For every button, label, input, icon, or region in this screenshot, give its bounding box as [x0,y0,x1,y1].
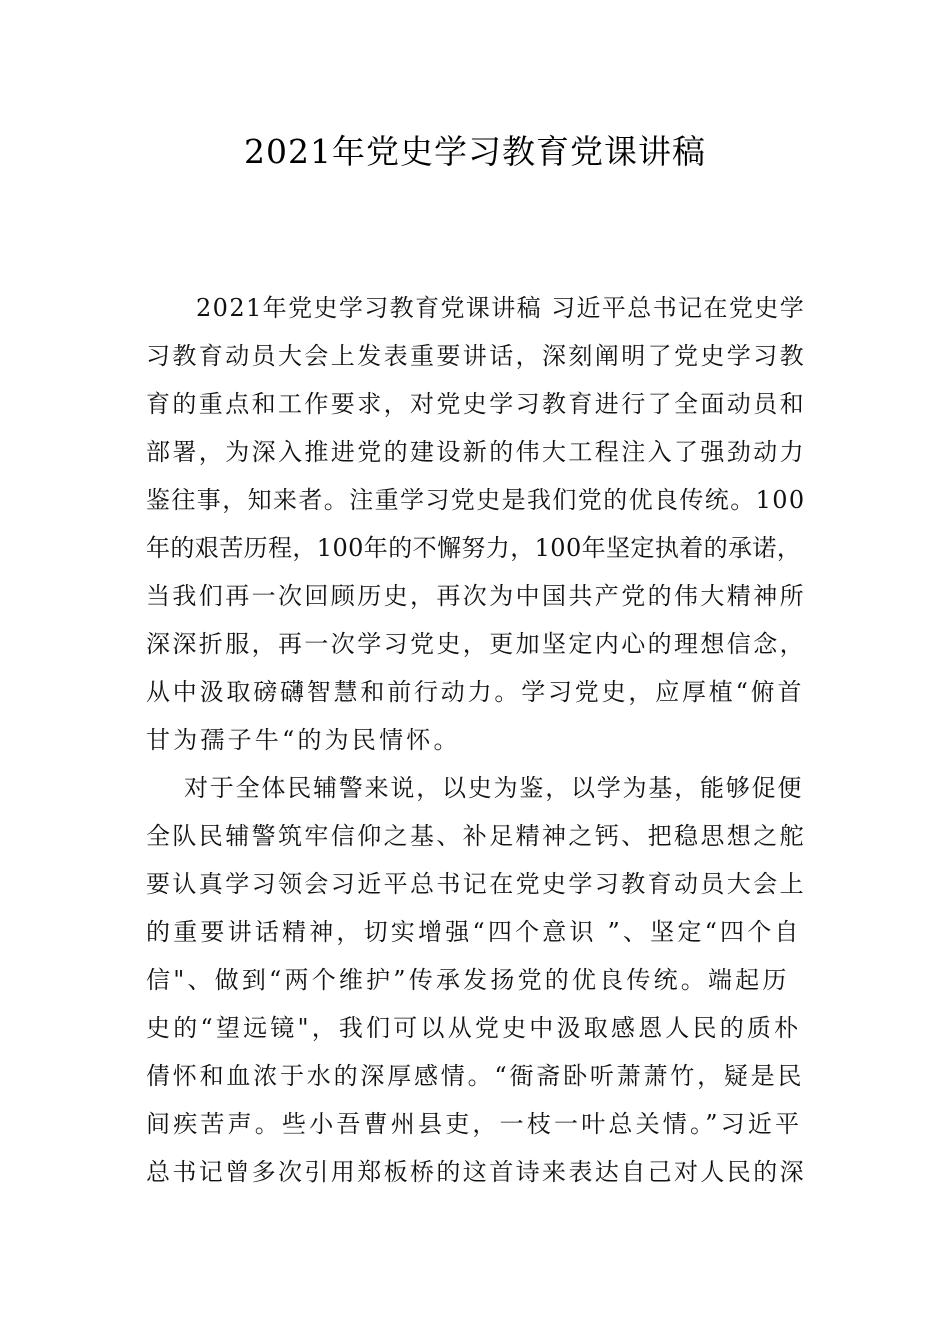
document-body [146,284,806,1196]
text-line: 育的重点和工作要求，对党史学习教育进行了全面动员和 [146,390,806,418]
text-line: 从中汲取磅礴智慧和前行动力。学习党史，应厚植“俯首 [146,678,805,706]
text-line: 鉴往事，知来者。注重学习党史是我们党的优良传统。100 [146,486,806,514]
text-line: 信"、做到“两个维护”传承发扬党的优良传统。端起历 [146,966,790,994]
text-line: 部署，为深入推进党的建设新的伟大工程注入了强劲动力 [146,438,806,466]
text-line: 当我们再一次回顾历史，再次为中国共产党的伟大精神所 [146,582,806,610]
text-line: 对于全体民辅警来说，以史为鉴，以学为基，能够促便 [184,774,804,802]
text-line: 总书记曾多次引用郑板桥的这首诗来表达自己对人民的深 [146,1158,806,1186]
document-title: 2021年党史学习教育党课讲稿 [244,132,706,171]
text-line: 全队民辅警筑牢信仰之基、补足精神之钙、把稳思想之舵 [146,822,806,850]
text-line: 习教育动员大会上发表重要讲话，深刻阐明了党史学习教 [146,342,806,370]
text-line: 间疾苦声。些小吾曹州县吏，一枝一叶总关情。”习近平 [146,1110,803,1138]
text-line: 深深折服，再一次学习党史，更加坚定内心的理想信念， [146,630,806,658]
text-line: 要认真学习领会习近平总书记在党史学习教育动员大会上 [146,870,806,898]
text-line: 2021年党史学习教育党课讲稿 习近平总书记在党史学 [196,294,806,322]
text-line: 史的“望远镜"，我们可以从党史中汲取感恩人民的质朴 [146,1014,802,1042]
text-line: 的重要讲话精神，切实增强“四个意识 ”、坚定“四个自 [146,918,802,946]
text-line: 倩怀和血浓于水的深厚感情。“衙斋卧听萧萧竹，疑是民 [146,1062,805,1090]
text-line: 甘为孺子牛“的为民情怀。 [146,726,461,754]
text-line: 年的艰苦历程，100年的不懈努力，100年坚定执着的承诺， [146,534,802,562]
